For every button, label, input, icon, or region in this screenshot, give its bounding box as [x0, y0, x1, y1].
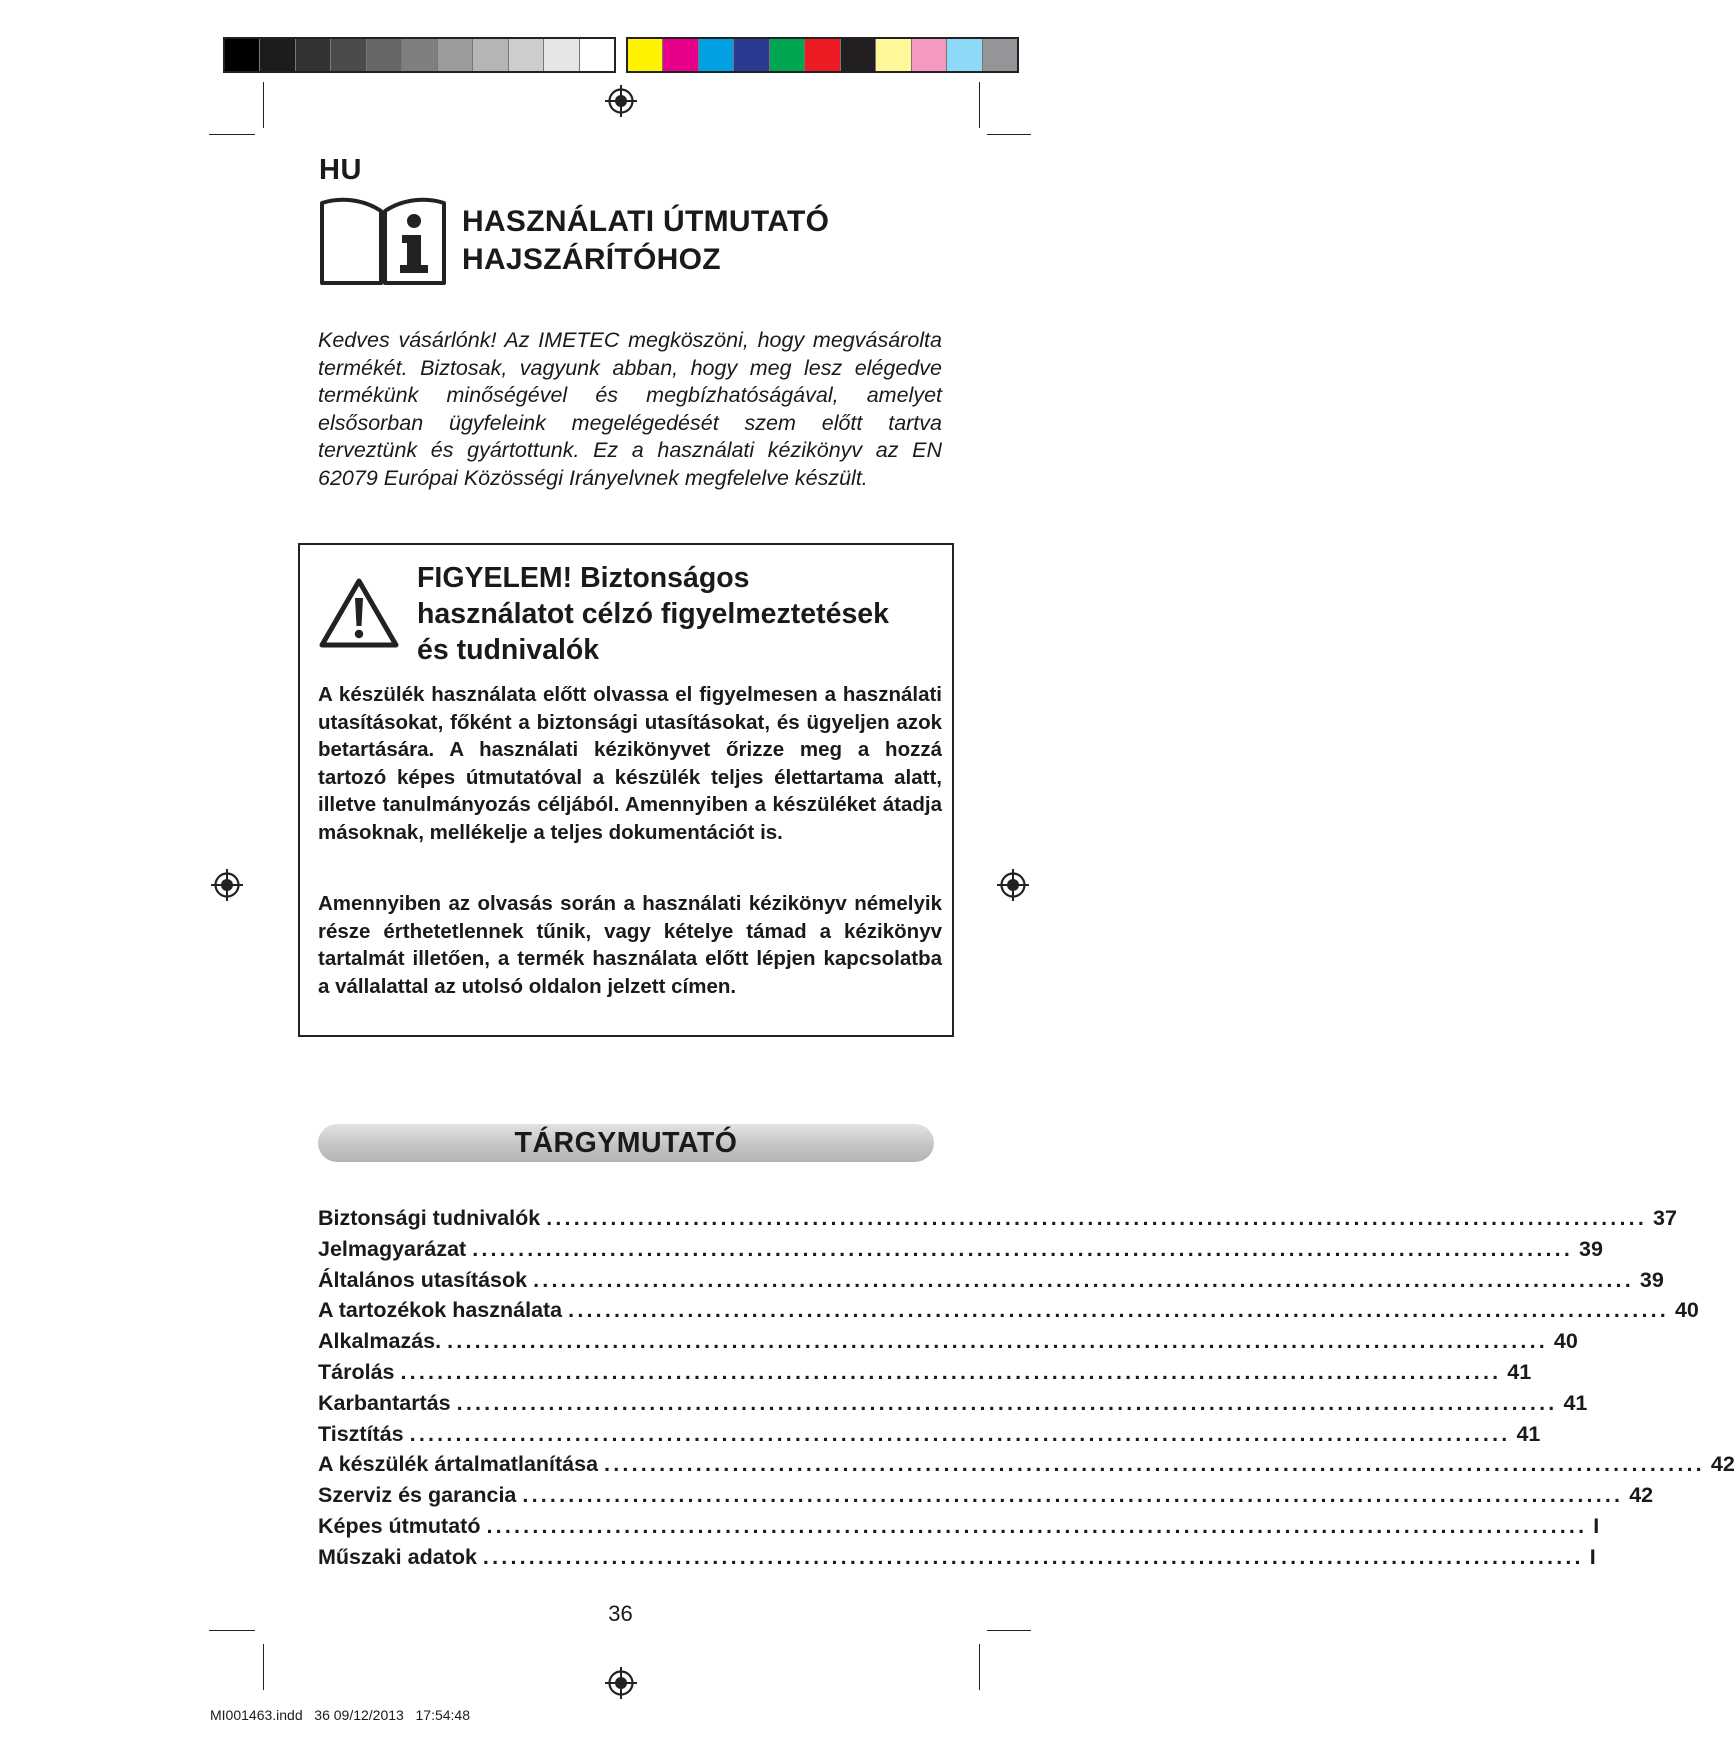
toc-leader-dots: ........................................................................................................................: [456, 1390, 1558, 1415]
toc-item-label: Tisztítás: [318, 1421, 404, 1446]
warning-paragraph-2: Amennyiben az olvasás során a használati kézikönyv némelyik része érthetetlennek tűnik, vagy kételye támad a kézikönyv tartalmát illetően, a termék használata előtt lépjen kapcsolatba a vállalattal az utolsó oldalon jelzett címen.: [318, 892, 942, 998]
warning-title: [417, 560, 937, 668]
toc-item-label: Karbantartás: [318, 1390, 451, 1415]
toc-item[interactable]: [318, 1483, 1654, 1514]
toc-item-page: I: [1593, 1513, 1600, 1538]
toc-item-page: 42: [1629, 1483, 1654, 1508]
toc-item-page: 39: [1639, 1267, 1664, 1292]
color-swatch: [509, 39, 544, 71]
color-swatch: [367, 39, 402, 71]
toc-item[interactable]: [318, 1206, 1677, 1237]
toc-item[interactable]: [318, 1329, 1578, 1360]
color-swatch: [544, 39, 579, 71]
warning-title-line3: és tudnivalók: [417, 634, 600, 666]
toc-item[interactable]: [318, 1390, 1588, 1422]
color-swatch: [438, 39, 473, 71]
color-swatch: [947, 39, 982, 71]
registration-mark-icon: [210, 868, 244, 902]
toc-item-label: A tartozékok használata: [318, 1298, 563, 1323]
toc-leader-dots: ........................................................................................................................: [604, 1452, 1705, 1477]
toc-leader-dots: ........................................................................................................................: [447, 1329, 1548, 1354]
crop-mark: [209, 1630, 255, 1631]
toc-leader-dots: ........................................................................................................................: [482, 1544, 1584, 1569]
registration-mark-icon: [604, 84, 638, 118]
crop-mark: [263, 82, 264, 128]
color-swatch: [912, 39, 947, 71]
intro-paragraph: Kedves vásárlónk! Az IMETEC megköszöni, hogy megvásárolta termékét. Biztosak, vagyunk abban, hogy meg lesz elégedve termékünk minőségével és megbízhatóságával, amelyet elsősorban ügyfeleink megelégedését szem előtt tartva terveztünk és gyártottunk. Ez a használati kézikönyv az EN 62079 Európai Közösségi Irányelvnek megfelelve készült.: [318, 328, 942, 490]
grayscale-bar: [223, 37, 616, 73]
color-swatch: [876, 39, 911, 71]
toc-item-label: Alkalmazás.: [318, 1329, 442, 1354]
crop-mark: [979, 1644, 980, 1690]
toc-item[interactable]: [318, 1236, 1603, 1268]
toc-item-page: I: [1589, 1544, 1596, 1569]
toc-item-page: 41: [1516, 1421, 1541, 1446]
toc-item[interactable]: [318, 1513, 1600, 1545]
manual-title-line2: HAJSZÁRÍTÓHOZ: [462, 243, 721, 276]
language-code: HU: [319, 154, 362, 186]
info-book-icon: [318, 195, 448, 287]
crop-mark: [209, 134, 255, 135]
toc-item-page: 39: [1579, 1236, 1603, 1261]
toc-leader-dots: ........................................................................................................................: [522, 1483, 1624, 1508]
crop-mark: [987, 1630, 1031, 1631]
color-swatch: [296, 39, 331, 71]
toc-leader-dots: ........................................................................................................................: [568, 1298, 1669, 1323]
toc-item[interactable]: [318, 1298, 1699, 1329]
toc-item-label: Tárolás: [318, 1359, 395, 1384]
color-swatch: [805, 39, 840, 71]
toc-item[interactable]: [318, 1267, 1664, 1299]
color-swatch: [628, 39, 663, 71]
registration-mark-icon: [604, 1666, 638, 1700]
color-swatch: [841, 39, 876, 71]
warning-paragraph-1: A készülék használata előtt olvassa el figyelmesen a használati utasításokat, főként a biztonsági utasításokat, és ügyeljen azok betartására. A használati kézikönyvet őrizze meg a hozzá tartozó képes útmutatóval a készülék teljes élettartama alatt, illetve tanulmányozás céljából. Amennyiben a készüléket átadja másoknak, mellékelje a teljes dokumentációt is.: [318, 683, 942, 844]
toc-leader-dots: ........................................................................................................................: [546, 1206, 1647, 1230]
toc-leader-dots: ........................................................................................................................: [472, 1236, 1574, 1261]
toc-item-page: 41: [1563, 1390, 1588, 1415]
registration-mark-icon: [996, 868, 1030, 902]
print-footer: MI001463.indd 36 09/12/2013 17:54:48: [210, 1707, 470, 1723]
toc-item[interactable]: [318, 1544, 1596, 1576]
color-swatch: [225, 39, 260, 71]
toc-leader-dots: ........................................................................................................................: [400, 1359, 1502, 1384]
color-swatch: [699, 39, 734, 71]
toc-item-page: 37: [1653, 1206, 1677, 1230]
toc-item-page: 40: [1674, 1298, 1699, 1323]
toc-item-page: 40: [1553, 1329, 1578, 1354]
toc-leader-dots: ........................................................................................................................: [409, 1421, 1511, 1446]
color-bar: [626, 37, 1019, 73]
toc-item[interactable]: [318, 1359, 1532, 1391]
warning-triangle-icon: [318, 576, 400, 650]
table-of-contents: [318, 1206, 1735, 1576]
color-swatch: [734, 39, 769, 71]
manual-title: [462, 203, 829, 279]
color-swatch: [770, 39, 805, 71]
toc-item-label: Képes útmutató: [318, 1513, 481, 1538]
crop-mark: [987, 134, 1031, 135]
toc-item-label: A készülék ártalmatlanítása: [318, 1452, 599, 1477]
toc-item-label: Műszaki adatok: [318, 1544, 477, 1569]
index-header: TÁRGYMUTATÓ: [318, 1124, 934, 1162]
toc-item[interactable]: [318, 1421, 1541, 1453]
manual-title-line1: HASZNÁLATI ÚTMUTATÓ: [462, 205, 830, 238]
crop-mark: [979, 82, 980, 128]
color-swatch: [580, 39, 614, 71]
color-swatch: [260, 39, 295, 71]
toc-item-label: Jelmagyarázat: [318, 1236, 467, 1261]
crop-mark: [263, 1644, 264, 1690]
toc-item-page: 42: [1710, 1452, 1735, 1477]
color-swatch: [663, 39, 698, 71]
toc-item-label: Biztonsági tudnivalók: [318, 1206, 541, 1230]
toc-leader-dots: ........................................................................................................................: [486, 1513, 1588, 1538]
warning-title-line2: használatot célzó figyelmeztetések: [417, 598, 890, 630]
color-swatch: [402, 39, 437, 71]
toc-item-label: Szerviz és garancia: [318, 1483, 517, 1508]
toc-leader-dots: ........................................................................................................................: [533, 1267, 1634, 1292]
toc-item-page: 41: [1507, 1359, 1532, 1384]
color-swatch: [473, 39, 508, 71]
toc-item[interactable]: [318, 1452, 1735, 1483]
color-swatch: [983, 39, 1017, 71]
toc-item-label: Általános utasítások: [318, 1267, 528, 1292]
warning-title-line1: FIGYELEM! Biztonságos: [417, 562, 750, 594]
color-swatch: [331, 39, 366, 71]
page-number: 36: [608, 1601, 633, 1626]
